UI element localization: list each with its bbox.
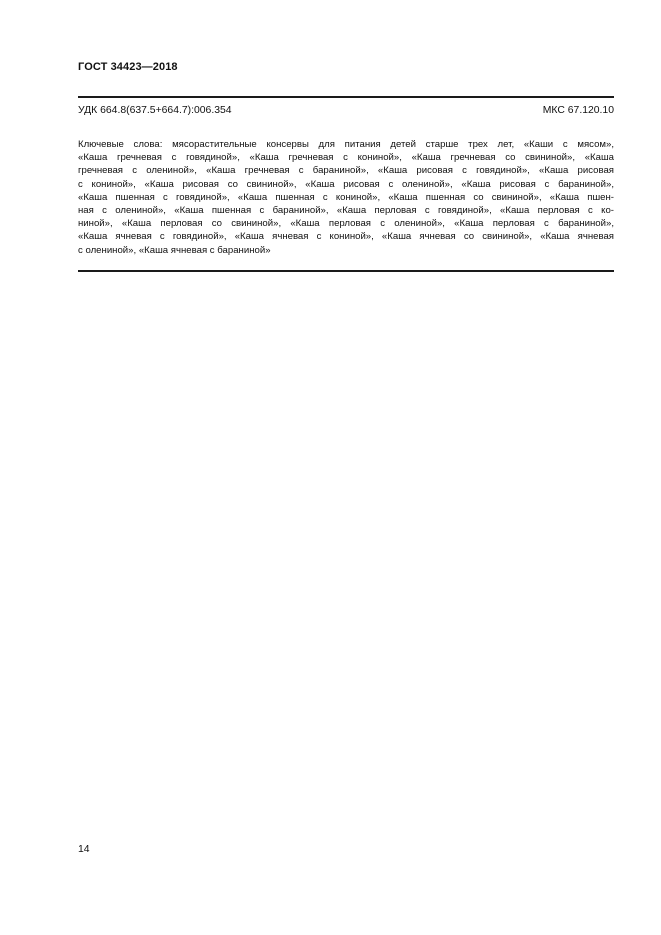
keywords-line: с олениной», «Каша ячневая с бараниной» (78, 244, 271, 256)
keywords-line: «Каша пшенная с говядиной», «Каша пшенная с кониной», «Каша пшенная со свининой», «Каша пшен- (78, 191, 614, 203)
mks-code: МКС 67.120.10 (542, 105, 614, 116)
keywords-paragraph (78, 138, 614, 257)
keywords-line: ная с олениной», «Каша пшенная с бараниной», «Каша перловая с говядиной», «Каша перловая с ко- (78, 205, 614, 217)
bottom-divider (78, 270, 614, 272)
top-divider (78, 96, 614, 98)
keywords-line: «Каша гречневая с говядиной», «Каша гречневая с кониной», «Каша гречневая со свининой», «Каша (78, 152, 614, 164)
keywords-line: ниной», «Каша перловая со свининой», «Каша перловая с олениной», «Каша перловая с бараниной», (78, 218, 614, 230)
keywords-line: Ключевые слова: мясорастительные консервы для питания детей старше трех лет, «Каши с мясом», (78, 139, 614, 150)
keywords-line: гречневая с олениной», «Каша гречневая с бараниной», «Каша рисовая с говядиной», «Каша рисовая (78, 165, 614, 177)
udk-code: УДК 664.8(637.5+664.7):006.354 (78, 105, 232, 116)
keywords-line: «Каша ячневая с говядиной», «Каша ячневая с кониной», «Каша ячневая со свининой», «Каша ячневая (78, 231, 614, 243)
keywords-line: с кониной», «Каша рисовая со свининой», «Каша рисовая с олениной», «Каша рисовая с бараниной», (78, 178, 614, 190)
document-header: ГОСТ 34423—2018 (78, 61, 178, 73)
page-number: 14 (78, 844, 90, 855)
